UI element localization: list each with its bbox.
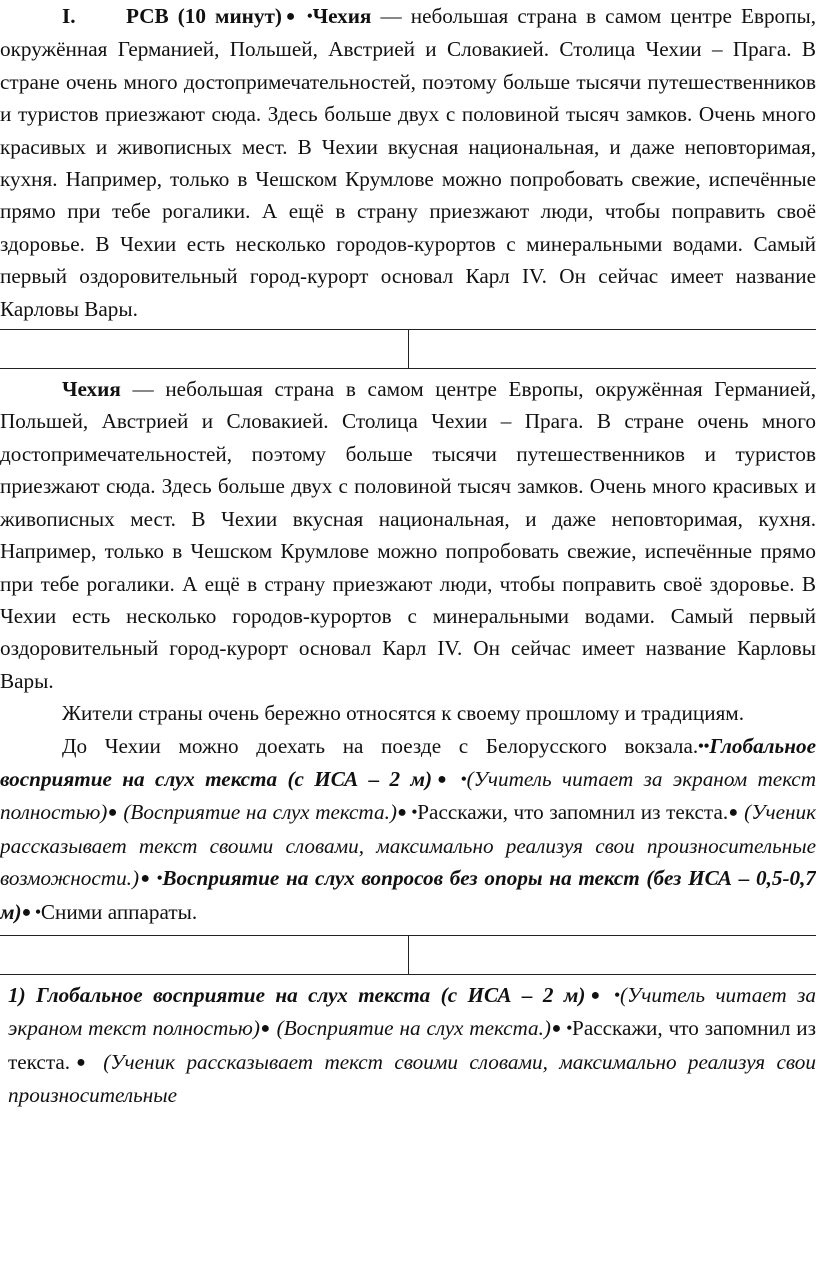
instruction-italic: (Ученик рассказывает текст своими словами, максимально реализуя свои произносительные xyxy=(8,1049,816,1108)
body-text: Расскажи, что запомнил из текста. xyxy=(417,800,729,825)
table-divider xyxy=(408,936,409,974)
bullet-icon: ● xyxy=(259,1020,271,1038)
bullet-icon: ● • xyxy=(139,870,163,888)
instruction-bold: Глобальное восприятие на слух текста (с ИСА – 2 м) xyxy=(36,982,586,1007)
bullet-icon: ● • xyxy=(281,8,313,25)
instruction-italic: (Ученик рассказывает текст своими словами, максимально реализуя свои произносительные возможности.) xyxy=(0,800,816,891)
body-text: До Чехии можно доехать на поезде с Белорусского вокзала. xyxy=(62,733,699,758)
bullet-icon: •• xyxy=(698,737,710,755)
section2-paragraph-3 xyxy=(0,730,816,929)
section2-paragraph-2: Жители страны очень бережно относятся к своему прошлому и традициям. xyxy=(62,701,745,726)
instruction-bold: Восприятие на слух вопросов без опоры на текст (без ИСА – 0,5-0,7 м) xyxy=(0,866,816,924)
empty-table xyxy=(0,329,816,369)
instruction-bold: Глобальное восприятие на слух текста (с ИСА – 2 м) xyxy=(0,733,816,791)
table-divider xyxy=(408,330,409,368)
instruction-italic: (Восприятие на слух текста.) xyxy=(117,800,397,825)
bullet-icon: ● • xyxy=(432,770,467,788)
bullet-icon: ● xyxy=(728,804,739,822)
bullet-icon: ● • xyxy=(585,986,620,1004)
body-text: Расскажи, что запомнил из текста. xyxy=(8,1016,816,1074)
section2-paragraph xyxy=(0,373,816,697)
section-title: РСВ (10 минут) xyxy=(126,4,282,28)
bold-word: Чехия xyxy=(312,4,372,28)
list-number: 1) xyxy=(8,982,37,1007)
section-number: I. xyxy=(62,4,76,28)
bullet-icon: ● xyxy=(70,1053,92,1071)
instruction-italic: (Учитель читает за экраном текст полностью) xyxy=(8,982,816,1041)
instruction-italic: (Учитель читает за экраном текст полностью) xyxy=(0,766,816,825)
body-text: — небольшая страна в самом центре Европы, окружённая Германией, Польшей, Австрией и Словакией. Столица Чехии – Прага. В стране очень много достопримечательностей, поэтому больше тысячи путешественников и туристов приезжают сюда. Здесь больше двух с половиной тысяч замков. Очень много красивых и живописных мест. В Чехии вкусная национальная, и даже неповторимая, кухня. Например, только в Чешском Крумлове можно попробовать свежие, испечённые прямо при тебе рогалики. А ещё в страну приезжают люди, чтобы поправить своё здоровье. В Чехии есть несколько городов-курортов с минеральными водами. Самый первый оздоровительный город-курорт основал Карл IV. Он сейчас имеет название Карловы Вары. xyxy=(0,377,816,693)
empty-table-2 xyxy=(0,935,816,975)
section1-paragraph xyxy=(0,0,816,325)
bullet-icon: ● • xyxy=(550,1020,573,1038)
section3-paragraph xyxy=(0,979,816,1112)
instruction-italic: (Восприятие на слух текста.) xyxy=(270,1016,551,1041)
bold-word: Чехия xyxy=(62,377,121,402)
bullet-icon: ● xyxy=(107,804,118,822)
body-text: — небольшая страна в самом центре Европы, окружённая Германией, Польшей, Австрией и Словакией. Столица Чехии – Прага. В стране очень много достопримечательностей, поэтому больше тысячи путешественников и туристов приезжают сюда. Здесь больше двух с половиной тысяч замков. Очень много красивых и живописных мест. В Чехии вкусная национальная, и даже неповторимая, кухня. Например, только в Чешском Крумлове можно попробовать свежие, испечённые прямо при тебе рогалики. А ещё в страну приезжают люди, чтобы поправить своё здоровье. В Чехии есть несколько городов-курортов с минеральными водами. Самый первый оздоровительный город-курорт основал Карл IV. Он сейчас имеет название Карловы Вары. xyxy=(0,4,816,321)
body-text: Сними аппараты. xyxy=(40,899,198,924)
bullet-icon: ● • xyxy=(21,903,41,921)
bullet-icon: ● • xyxy=(396,804,418,822)
